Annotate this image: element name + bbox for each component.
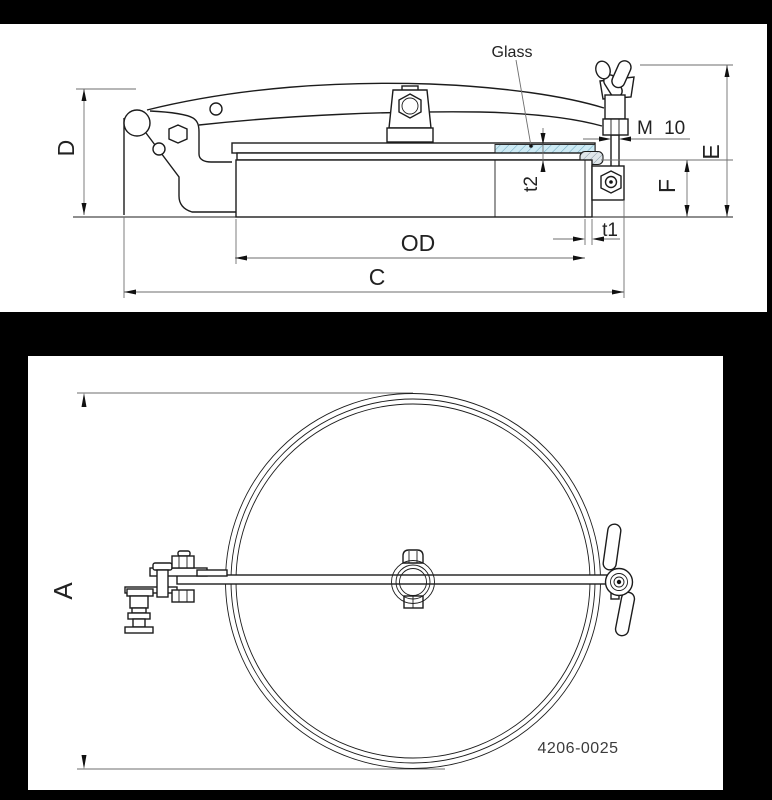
swing-bolt (592, 59, 634, 200)
hinge-pin-hole (153, 143, 165, 155)
label-OD: OD (400, 230, 436, 256)
label-M10: M 10 (637, 118, 686, 139)
hinge-hex-nut (169, 125, 187, 143)
lid-mid-layer (237, 153, 596, 160)
handle-upper-bar (602, 523, 621, 570)
label-E: E (698, 144, 724, 160)
arm-hole (210, 103, 222, 115)
plan-view-panel (28, 356, 723, 790)
wing-handle (602, 523, 635, 637)
glass-callout (492, 44, 533, 148)
lid-assembly (232, 143, 603, 217)
hinge-assembly (124, 103, 236, 215)
center-bolt-housing (387, 86, 433, 142)
hinge-pin-cap (153, 563, 172, 570)
dimension-M10 (583, 118, 690, 142)
hinge-bolt-cap (178, 551, 190, 556)
label-t2: t2 (521, 176, 542, 192)
bolt-nut (603, 119, 628, 135)
plan-view-drawing (28, 356, 723, 790)
hinge-pin (157, 570, 168, 597)
davit-post (125, 589, 153, 633)
label-F: F (654, 178, 680, 194)
dimension-E (640, 65, 733, 217)
label-D: D (53, 139, 79, 157)
hinge-plate-top2 (197, 570, 227, 576)
side-view-drawing (0, 24, 767, 312)
bolt-block (605, 95, 625, 119)
hinge-bolt-hex-bottom (172, 590, 194, 602)
label-t1: t1 (602, 220, 618, 241)
center-cap-nut (403, 550, 423, 563)
hinge-assembly-plan (125, 551, 227, 633)
part-number: 4206-0025 (537, 740, 619, 757)
dimension-OD (235, 219, 585, 264)
label-A: A (48, 582, 78, 600)
side-view-panel (0, 24, 767, 312)
label-C: C (368, 264, 386, 290)
dimension-t1 (553, 219, 620, 245)
hinge-bolt-hex-top (172, 556, 194, 568)
glass-pane (495, 145, 595, 154)
hinge-knob (124, 110, 150, 136)
label-glass: Glass (491, 44, 533, 61)
